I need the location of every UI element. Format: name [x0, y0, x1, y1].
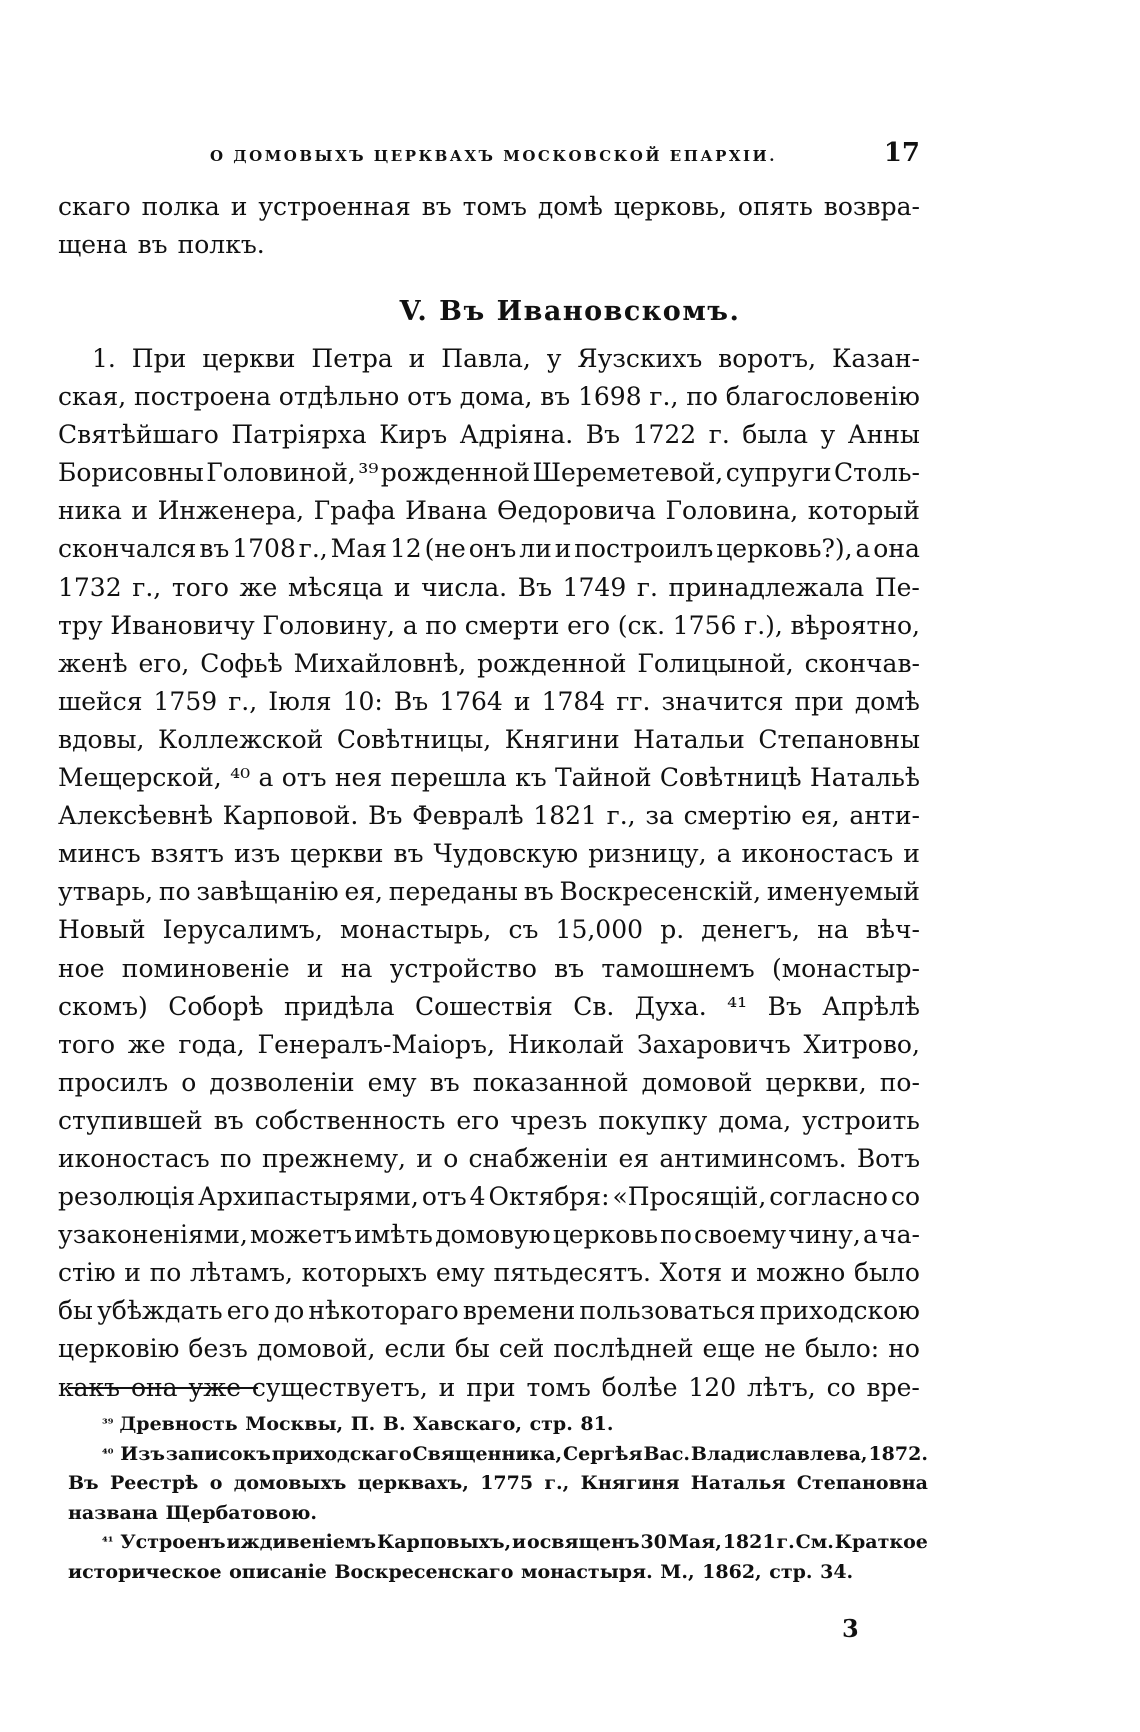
text-line: шейся 1759 г., Іюля 10: Въ 1764 и 1784 гг. значится при домѣ [58, 686, 920, 716]
text-line: 1732 г., того же мѣсяца и числа. Въ 1749 г. принадлежала Пе- [58, 572, 920, 602]
intro-text [58, 188, 920, 264]
text-line: какъ она уже существуетъ, и при томъ болѣе 120 лѣтъ, со вре- [58, 1372, 920, 1402]
section-heading: V. Въ Ивановскомъ. [399, 296, 741, 327]
text-line: ская, построена отдѣльно отъ дома, въ 1698 г., по благословенію [58, 382, 920, 412]
footnote [68, 1440, 928, 1529]
text-line: бы убѣждать его до нѣкотораго времени пользоваться приходскою [58, 1296, 920, 1326]
text-line: Въ Реестрѣ о домовыхъ церквахъ, 1775 г., Княгиня Наталья Степановна [68, 1472, 928, 1494]
text-line: ³⁹ Древность Москвы, П. В. Хавскаго, стр. 81. [68, 1410, 928, 1440]
text-line: 1. При церкви Петра и Павла, у Яузскихъ воротъ, Казан- [92, 344, 920, 373]
body-text [58, 340, 920, 1407]
footnote-marker: ³⁹ [102, 1417, 114, 1432]
footnote-marker: ⁴⁰ [102, 1446, 114, 1462]
text-line: названа Щербатовою. [68, 1501, 318, 1524]
text-line: Новый Іерусалимъ, монастырь, съ 15,000 р. денегъ, на вѣч- [58, 915, 920, 945]
text-line: Мещерской, ⁴⁰ а отъ нея перешла къ Тайной Совѣтницѣ Натальѣ [58, 763, 920, 793]
text-line: стію и по лѣтамъ, которыхъ ему пятьдесятъ. Хотя и можно было [58, 1258, 920, 1288]
text-line: минсъ взятъ изъ церкви въ Чудовскую ризницу, а иконостасъ и [58, 839, 920, 869]
page-number: 17 [883, 138, 920, 168]
text-line: ное поминовеніе и на устройство въ тамошнемъ (монастыр- [58, 953, 920, 983]
text-line: ника и Инженера, Графа Ивана Ѳедоровича Головина, который [58, 496, 920, 526]
footnotes [68, 1410, 928, 1587]
footnote [68, 1410, 928, 1440]
text-line: Святѣйшаго Патріярха Киръ Адріяна. Въ 1722 г. была у Анны [58, 420, 920, 450]
footnote [68, 1528, 928, 1587]
text-line: тру Ивановичу Головину, а по смерти его (ск. 1756 г.), вѣроятно, [58, 610, 920, 640]
text-line: утварь, по завѣщанію ея, переданы въ Воскресенскій, именуемый [58, 877, 920, 907]
text-line: ступившей въ собственность его чрезъ покупку дома, устроить [58, 1105, 920, 1135]
text-line: просилъ о дозволеніи ему въ показанной домовой церкви, по- [58, 1067, 920, 1097]
text-line: Борисовны Головиной, ³⁹ рожденной Шереметевой, супруги Столь- [58, 458, 920, 488]
footnote-marker: ⁴¹ [102, 1535, 114, 1550]
running-title: О ДОМОВЫХЪ ЦЕРКВАХЪ МОСКОВСКОЙ ЕПАРХІИ. [210, 147, 777, 165]
text-line: ⁴¹ Устроенъ иждивеніемъ Карповыхъ, и освященъ 30 Мая, 1821 г. См. Краткое [68, 1528, 928, 1558]
text-line: того же года, Генералъ-Маіоръ, Николай Захаровичъ Хитрово, [58, 1029, 920, 1059]
text-line: вдовы, Коллежской Совѣтницы, Княгини Натальи Степановны [58, 724, 920, 754]
text-line: ⁴⁰ Изъ записокъ приходскаго Священника, Сергѣя Вас. Владиславлева, 1872. [68, 1440, 928, 1470]
text-line: историческое описаніе Воскресенскаго монастыря. М., 1862, стр. 34. [68, 1560, 854, 1583]
text-line: церковію безъ домовой, если бы сей послѣдней еще не было: но [58, 1334, 920, 1364]
text-line: скончался въ 1708 г., Мая 12 (не онъ ли и построилъ церковь?), а она [58, 534, 920, 564]
text-line: резолюція Архипастырями, отъ 4 Октября: «Просящій, согласно со [58, 1182, 920, 1212]
footnote-rule [68, 1387, 258, 1389]
text-line: женѣ его, Софьѣ Михайловнѣ, рожденной Голицыной, скончав- [58, 648, 920, 678]
text-line: иконостасъ по прежнему, и о снабженіи ея антиминсомъ. Вотъ [58, 1143, 920, 1173]
text-line: Алексѣевнѣ Карповой. Въ Февралѣ 1821 г., за смертію ея, анти- [58, 801, 920, 831]
text-line: скаго полка и устроенная въ томъ домѣ церковь, опять возвра- [58, 192, 920, 221]
text-line: узаконеніями, можетъ имѣть домовую церковь по своему чину, а ча- [58, 1220, 920, 1250]
page-header [60, 138, 920, 168]
text-line: скомъ) Соборѣ придѣла Сошествія Св. Духа. ⁴¹ Въ Апрѣлѣ [58, 991, 920, 1021]
text-line: щена въ полкъ. [58, 230, 265, 260]
signature-mark: 3 [842, 1614, 859, 1643]
